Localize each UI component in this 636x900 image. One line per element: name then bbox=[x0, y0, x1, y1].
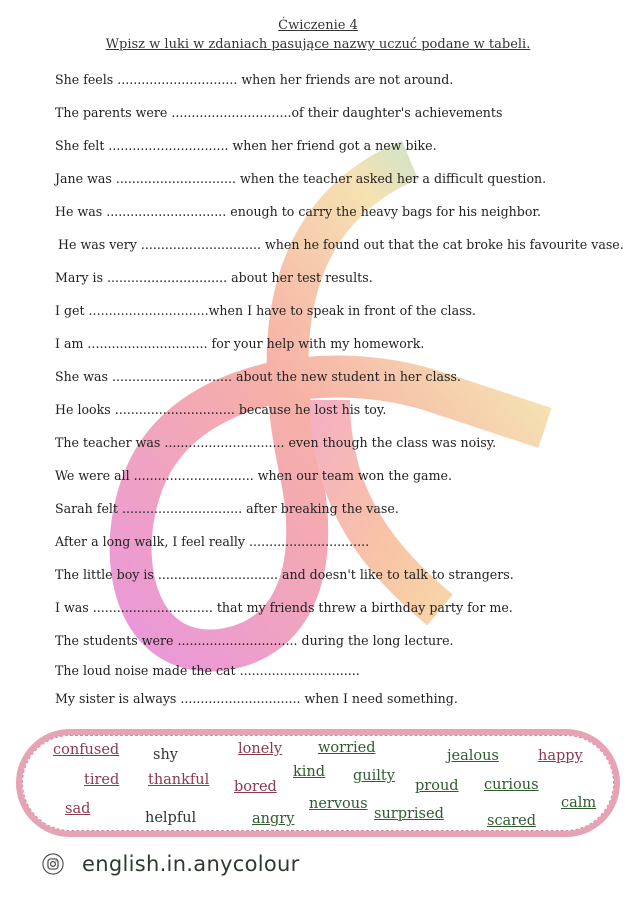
sentence-14[interactable]: Sarah felt .............................. after breaking the vase. bbox=[55, 501, 399, 516]
sentence-6[interactable]: He was very .............................. when he found out that the cat broke his favourite vase. bbox=[58, 237, 624, 252]
word-calm[interactable]: calm bbox=[561, 795, 597, 811]
sentence-15[interactable]: After a long walk, I feel really .............................. bbox=[55, 534, 370, 549]
word-surprised[interactable]: surprised bbox=[374, 806, 444, 822]
word-curious[interactable]: curious bbox=[484, 777, 539, 793]
word-angry[interactable]: angry bbox=[252, 811, 295, 827]
sentence-1[interactable]: She feels .............................. when her friends are not around. bbox=[55, 72, 454, 87]
sentence-4[interactable]: Jane was .............................. when the teacher asked her a difficult question. bbox=[55, 171, 547, 186]
sentence-11[interactable]: He looks .............................. because he lost his toy. bbox=[55, 402, 387, 417]
word-proud[interactable]: proud bbox=[415, 778, 459, 794]
sentence-12[interactable]: The teacher was .............................. even though the class was noisy. bbox=[55, 435, 497, 450]
word-bored[interactable]: bored bbox=[234, 779, 277, 795]
sentence-13[interactable]: We were all .............................. when our team won the game. bbox=[55, 468, 452, 483]
sentence-2[interactable]: The parents were ..............................of their daughter's achievements bbox=[55, 105, 503, 120]
sentence-3[interactable]: She felt .............................. when her friend got a new bike. bbox=[55, 138, 437, 153]
sentence-19[interactable]: The loud noise made the cat .............................. bbox=[55, 663, 360, 678]
word-kind[interactable]: kind bbox=[293, 764, 326, 780]
instagram-handle[interactable]: english.in.anycolour bbox=[82, 852, 300, 876]
sentence-7[interactable]: Mary is .............................. about her test results. bbox=[55, 270, 373, 285]
exercise-instruction: Wpisz w luki w zdaniach pasujące nazwy uczuć podane w tabeli. bbox=[105, 37, 531, 52]
sentence-18[interactable]: The students were .............................. during the long lecture. bbox=[55, 633, 454, 648]
word-worried[interactable]: worried bbox=[318, 740, 376, 756]
sentence-5[interactable]: He was .............................. enough to carry the heavy bags for his neighbor. bbox=[55, 204, 542, 219]
footer bbox=[42, 848, 300, 880]
sentence-17[interactable]: I was .............................. that my friends threw a birthday party for me. bbox=[55, 600, 513, 615]
word-helpful[interactable]: helpful bbox=[145, 810, 197, 826]
word-thankful[interactable]: thankful bbox=[148, 772, 210, 788]
sentence-9[interactable]: I am .............................. for your help with my homework. bbox=[55, 336, 425, 351]
sentence-10[interactable]: She was .............................. about the new student in her class. bbox=[55, 369, 461, 384]
exercise-title: Ćwiczenie 4 bbox=[278, 18, 358, 33]
word-nervous[interactable]: nervous bbox=[309, 796, 368, 812]
word-lonely[interactable]: lonely bbox=[238, 741, 283, 757]
sentence-20[interactable]: My sister is always .............................. when I need something. bbox=[55, 691, 458, 706]
word-jealous[interactable]: jealous bbox=[447, 748, 499, 764]
word-guilty[interactable]: guilty bbox=[353, 768, 395, 784]
word-tired[interactable]: tired bbox=[84, 772, 120, 788]
word-confused[interactable]: confused bbox=[53, 742, 120, 758]
word-scared[interactable]: scared bbox=[487, 813, 537, 829]
word-sad[interactable]: sad bbox=[65, 801, 91, 817]
word-shy[interactable]: shy bbox=[153, 747, 178, 763]
instagram-icon bbox=[42, 853, 64, 875]
sentence-8[interactable]: I get ..............................when I have to speak in front of the class. bbox=[55, 303, 477, 318]
sentence-16[interactable]: The little boy is .............................. and doesn't like to talk to strangers. bbox=[55, 567, 514, 582]
word-happy[interactable]: happy bbox=[538, 748, 583, 764]
